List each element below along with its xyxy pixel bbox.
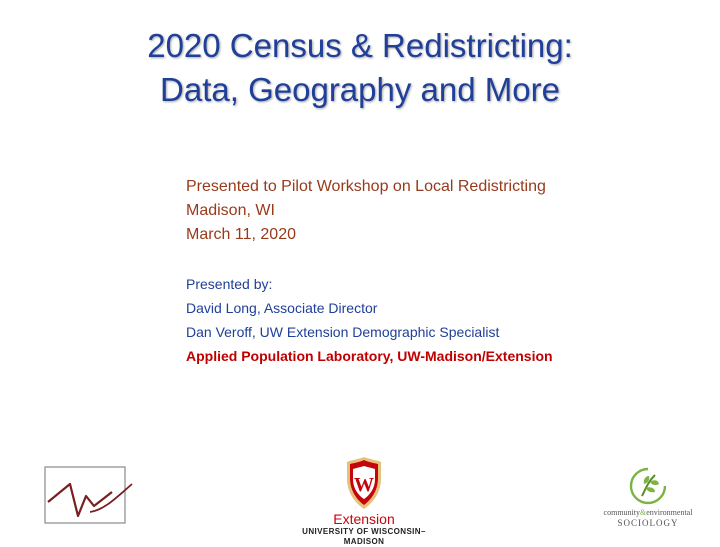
presenter-david-long: David Long, Associate Director [186, 300, 378, 316]
presented-by-block [186, 272, 686, 368]
apl-logo [44, 466, 134, 526]
ces-logo [592, 466, 704, 530]
ces-label-line-2: SOCIOLOGY [617, 518, 679, 528]
apl-logo-icon [44, 466, 134, 526]
presented-by-heading: Presented by: [186, 276, 273, 292]
title-line-2: Data, Geography and More [160, 71, 560, 108]
presented-to-location: Madison, WI [186, 202, 275, 219]
presented-to-block [186, 175, 686, 247]
uw-extension-logo [284, 456, 444, 546]
presented-to-event: Presented to Pilot Workshop on Local Redistricting [186, 178, 546, 195]
uw-university-label: UNIVERSITY OF WISCONSIN–MADISON [302, 527, 426, 546]
presenter-organization: Applied Population Laboratory, UW-Madison/Extension [186, 348, 553, 364]
leaf-icon [628, 466, 668, 506]
slide-title [0, 24, 720, 112]
presenter-dan-veroff: Dan Veroff, UW Extension Demographic Specialist [186, 324, 500, 340]
uw-crest-icon [345, 456, 383, 510]
ces-label-line-1: community&environmental [603, 508, 693, 517]
uw-extension-label: Extension [333, 511, 395, 527]
title-line-1: 2020 Census & Redistricting: [147, 27, 573, 64]
presented-to-date: March 11, 2020 [186, 226, 296, 243]
svg-text:W: W [354, 474, 374, 496]
